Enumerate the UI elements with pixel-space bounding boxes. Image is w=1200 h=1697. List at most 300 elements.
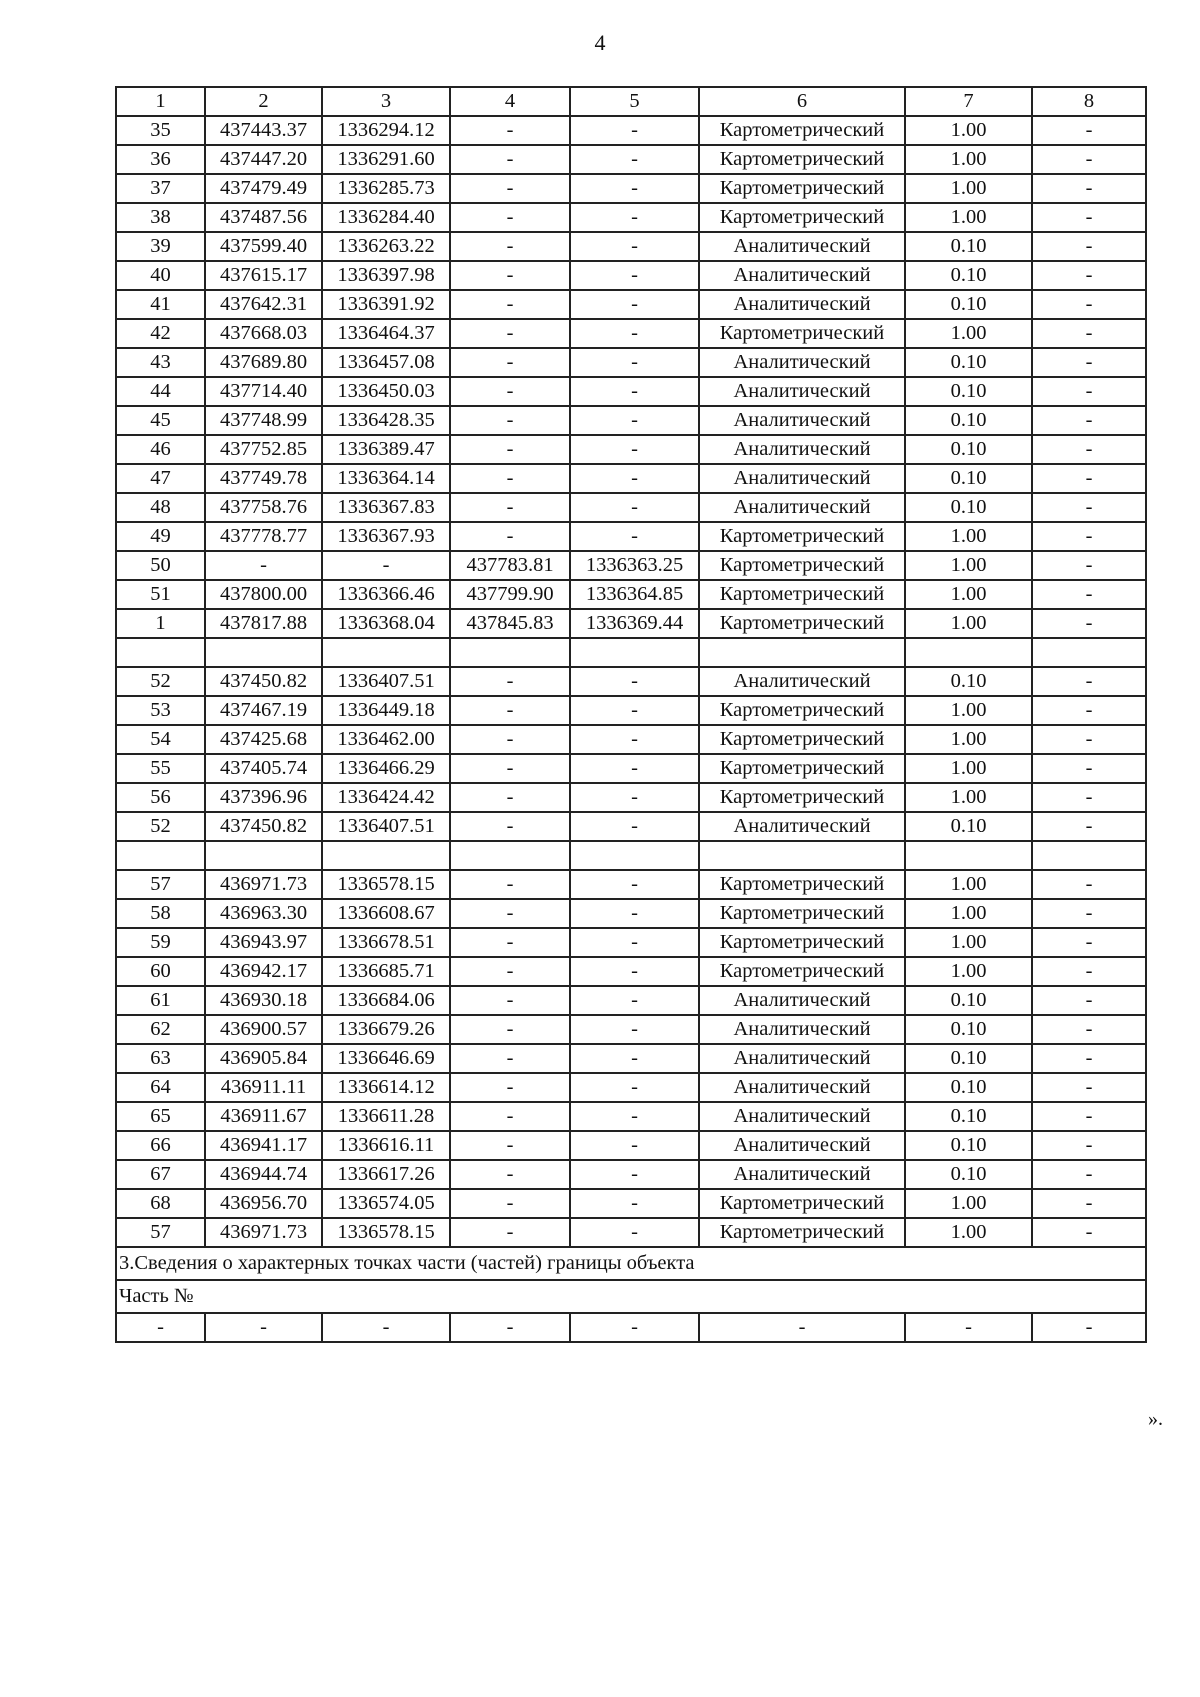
table-cell: Картометрический xyxy=(699,725,905,754)
table-cell: - xyxy=(570,406,699,435)
table-cell: - xyxy=(570,232,699,261)
table-cell: 48 xyxy=(116,493,205,522)
table-cell: 1336464.37 xyxy=(322,319,450,348)
table-cell: - xyxy=(570,435,699,464)
table-cell: 1.00 xyxy=(905,551,1032,580)
table-cell: 7 xyxy=(905,87,1032,116)
part-data-row xyxy=(116,1313,1146,1342)
table-cell: - xyxy=(322,1313,450,1342)
table-cell: 437447.20 xyxy=(205,145,322,174)
table-cell: 41 xyxy=(116,290,205,319)
table-cell: - xyxy=(450,1102,570,1131)
table-cell: Картометрический xyxy=(699,870,905,899)
table-cell: Картометрический xyxy=(699,203,905,232)
table-cell: - xyxy=(450,348,570,377)
table-cell: - xyxy=(450,319,570,348)
table-cell: Аналитический xyxy=(699,377,905,406)
table-cell: - xyxy=(450,1015,570,1044)
table-cell: 1336391.92 xyxy=(322,290,450,319)
table-cell: Картометрический xyxy=(699,116,905,145)
table-cell: 1.00 xyxy=(905,203,1032,232)
table-cell: 55 xyxy=(116,754,205,783)
table-row xyxy=(116,1218,1146,1247)
table-cell: 436944.74 xyxy=(205,1160,322,1189)
table-cell: 0.10 xyxy=(905,290,1032,319)
table-row xyxy=(116,174,1146,203)
boundary-points-table xyxy=(115,86,1147,1343)
table-cell xyxy=(699,841,905,870)
table-cell: 38 xyxy=(116,203,205,232)
table-cell: 1.00 xyxy=(905,609,1032,638)
table-cell: 0.10 xyxy=(905,406,1032,435)
table-cell: - xyxy=(1032,348,1146,377)
table-cell: 1336368.04 xyxy=(322,609,450,638)
table-cell: 1336389.47 xyxy=(322,435,450,464)
table-cell: - xyxy=(1032,1044,1146,1073)
table-cell: - xyxy=(570,1189,699,1218)
table-cell: 1336614.12 xyxy=(322,1073,450,1102)
table-cell: 1336294.12 xyxy=(322,116,450,145)
table-cell: 436963.30 xyxy=(205,899,322,928)
table-cell: - xyxy=(1032,406,1146,435)
table-cell: Аналитический xyxy=(699,1044,905,1073)
table-row xyxy=(116,319,1146,348)
table-cell: 437817.88 xyxy=(205,609,322,638)
table-cell: 1.00 xyxy=(905,725,1032,754)
table-cell: - xyxy=(1032,551,1146,580)
table-cell: - xyxy=(1032,1015,1146,1044)
table-cell: 1.00 xyxy=(905,174,1032,203)
table-cell: 51 xyxy=(116,580,205,609)
table-cell: 45 xyxy=(116,406,205,435)
table-cell: Картометрический xyxy=(699,609,905,638)
table-cell: 1.00 xyxy=(905,870,1032,899)
table-cell: 0.10 xyxy=(905,261,1032,290)
table-cell: - xyxy=(1032,1131,1146,1160)
table-cell: Аналитический xyxy=(699,232,905,261)
table-cell: - xyxy=(450,174,570,203)
table-cell: - xyxy=(1032,1189,1146,1218)
table-cell: - xyxy=(450,667,570,696)
table-cell: - xyxy=(1032,232,1146,261)
table-cell: 1336608.67 xyxy=(322,899,450,928)
table-cell: - xyxy=(1032,783,1146,812)
table-row xyxy=(116,812,1146,841)
table-cell: 1336466.29 xyxy=(322,754,450,783)
table-cell: 1336367.83 xyxy=(322,493,450,522)
table-cell: - xyxy=(450,1160,570,1189)
table-cell: - xyxy=(570,899,699,928)
table-cell: 6 xyxy=(699,87,905,116)
table-cell: - xyxy=(905,1313,1032,1342)
table-cell: - xyxy=(450,261,570,290)
table-cell: 437778.77 xyxy=(205,522,322,551)
table-row xyxy=(116,1189,1146,1218)
table-cell: 0.10 xyxy=(905,812,1032,841)
table-cell: - xyxy=(570,522,699,551)
table-cell: Картометрический xyxy=(699,551,905,580)
table-cell: 57 xyxy=(116,870,205,899)
table-cell: 1336457.08 xyxy=(322,348,450,377)
table-row xyxy=(116,522,1146,551)
table-cell: - xyxy=(450,957,570,986)
table-cell: - xyxy=(570,1218,699,1247)
table-cell: - xyxy=(450,899,570,928)
table-cell: Картометрический xyxy=(699,580,905,609)
table-cell: Аналитический xyxy=(699,493,905,522)
table-row xyxy=(116,870,1146,899)
table-cell: 40 xyxy=(116,261,205,290)
part-label-row xyxy=(116,1280,1146,1313)
table-cell: 437800.00 xyxy=(205,580,322,609)
table-cell: 1336284.40 xyxy=(322,203,450,232)
table-cell: 50 xyxy=(116,551,205,580)
table-cell: - xyxy=(116,1313,205,1342)
closing-quote-mark: ». xyxy=(1148,1408,1163,1430)
table-cell: - xyxy=(450,696,570,725)
table-cell xyxy=(450,638,570,667)
table-cell xyxy=(322,841,450,870)
table-cell: 1336285.73 xyxy=(322,174,450,203)
table-cell: - xyxy=(1032,1313,1146,1342)
table-cell: - xyxy=(570,783,699,812)
table-cell xyxy=(322,638,450,667)
table-cell: - xyxy=(450,493,570,522)
table-row xyxy=(116,464,1146,493)
table-cell: - xyxy=(450,928,570,957)
table-cell: 1 xyxy=(116,609,205,638)
table-cell: - xyxy=(570,377,699,406)
table-cell: 0.10 xyxy=(905,377,1032,406)
table-cell: Картометрический xyxy=(699,899,905,928)
table-cell: 8 xyxy=(1032,87,1146,116)
table-cell: - xyxy=(570,145,699,174)
table-row xyxy=(116,377,1146,406)
table-cell: 43 xyxy=(116,348,205,377)
table-cell: - xyxy=(450,1044,570,1073)
table-cell: 1336428.35 xyxy=(322,406,450,435)
table-cell: - xyxy=(570,1160,699,1189)
table-cell: 0.10 xyxy=(905,1131,1032,1160)
table-cell: 68 xyxy=(116,1189,205,1218)
table-cell: - xyxy=(1032,1160,1146,1189)
part-label: Часть № xyxy=(116,1280,1146,1313)
table-cell: - xyxy=(1032,203,1146,232)
table-cell xyxy=(116,638,205,667)
table-cell: - xyxy=(570,870,699,899)
table-cell: - xyxy=(570,261,699,290)
table-cell: 437450.82 xyxy=(205,667,322,696)
table-cell: - xyxy=(450,1189,570,1218)
table-cell: 63 xyxy=(116,1044,205,1073)
table-cell: - xyxy=(1032,493,1146,522)
table-cell: 1.00 xyxy=(905,580,1032,609)
table-cell: Картометрический xyxy=(699,174,905,203)
table-cell: 1336407.51 xyxy=(322,812,450,841)
table-cell: 46 xyxy=(116,435,205,464)
table-cell: 436930.18 xyxy=(205,986,322,1015)
table-cell: 0.10 xyxy=(905,1044,1032,1073)
table-cell: 436943.97 xyxy=(205,928,322,957)
table-cell: Аналитический xyxy=(699,1160,905,1189)
table-cell: 436911.67 xyxy=(205,1102,322,1131)
table-cell: 42 xyxy=(116,319,205,348)
table-cell: 49 xyxy=(116,522,205,551)
table-cell: - xyxy=(1032,928,1146,957)
section-title: 3.Сведения о характерных точках части (частей) границы объекта xyxy=(116,1247,1146,1280)
table-row xyxy=(116,754,1146,783)
table-row xyxy=(116,551,1146,580)
table-cell: 436941.17 xyxy=(205,1131,322,1160)
table-cell: - xyxy=(1032,696,1146,725)
table-cell: 35 xyxy=(116,116,205,145)
table-cell: 437752.85 xyxy=(205,435,322,464)
table-row xyxy=(116,1073,1146,1102)
table-cell: - xyxy=(570,725,699,754)
table-cell: 0.10 xyxy=(905,667,1032,696)
table-cell xyxy=(905,638,1032,667)
table-header-row xyxy=(116,87,1146,116)
table-cell: 437642.31 xyxy=(205,290,322,319)
table-cell: 67 xyxy=(116,1160,205,1189)
table-cell: 0.10 xyxy=(905,1015,1032,1044)
table-cell: - xyxy=(450,754,570,783)
table-cell: - xyxy=(1032,174,1146,203)
table-cell: 1.00 xyxy=(905,783,1032,812)
table-cell: 437443.37 xyxy=(205,116,322,145)
table-cell: - xyxy=(1032,870,1146,899)
table-cell xyxy=(570,638,699,667)
table-cell: 1336364.14 xyxy=(322,464,450,493)
table-row xyxy=(116,1015,1146,1044)
table-cell: - xyxy=(450,986,570,1015)
table-cell: 1336449.18 xyxy=(322,696,450,725)
table-cell: 1336684.06 xyxy=(322,986,450,1015)
table-cell: 437599.40 xyxy=(205,232,322,261)
table-cell: 436900.57 xyxy=(205,1015,322,1044)
table-cell: - xyxy=(1032,1073,1146,1102)
table-row xyxy=(116,435,1146,464)
table-cell: Картометрический xyxy=(699,928,905,957)
table-cell: 58 xyxy=(116,899,205,928)
table-cell: Аналитический xyxy=(699,406,905,435)
table-cell: - xyxy=(1032,319,1146,348)
table-row xyxy=(116,899,1146,928)
table-cell: - xyxy=(1032,116,1146,145)
table-cell: 437748.99 xyxy=(205,406,322,435)
table-cell: - xyxy=(450,290,570,319)
table-cell: 1336578.15 xyxy=(322,870,450,899)
table-row xyxy=(116,290,1146,319)
table-cell: 53 xyxy=(116,696,205,725)
table-cell: 437758.76 xyxy=(205,493,322,522)
table-cell: 0.10 xyxy=(905,1102,1032,1131)
table-row xyxy=(116,957,1146,986)
table-cell: Аналитический xyxy=(699,464,905,493)
table-cell: Аналитический xyxy=(699,348,905,377)
table-cell: 1.00 xyxy=(905,319,1032,348)
page-number: 4 xyxy=(594,30,606,55)
table-cell: - xyxy=(450,203,570,232)
table-cell: - xyxy=(570,493,699,522)
table-cell: - xyxy=(1032,812,1146,841)
table-row xyxy=(116,667,1146,696)
table-cell: Аналитический xyxy=(699,986,905,1015)
table-cell: 437615.17 xyxy=(205,261,322,290)
table-cell: 1.00 xyxy=(905,754,1032,783)
table-cell: 64 xyxy=(116,1073,205,1102)
table-cell: 437845.83 xyxy=(450,609,570,638)
table-cell: 1336611.28 xyxy=(322,1102,450,1131)
table-cell: - xyxy=(570,667,699,696)
table-cell xyxy=(205,841,322,870)
table-cell: 52 xyxy=(116,812,205,841)
table-cell: 1.00 xyxy=(905,1218,1032,1247)
table-cell: - xyxy=(1032,1218,1146,1247)
table-cell: 437450.82 xyxy=(205,812,322,841)
table-cell: - xyxy=(570,319,699,348)
table-cell: Аналитический xyxy=(699,1015,905,1044)
table-cell: 1336462.00 xyxy=(322,725,450,754)
table-cell: 4 xyxy=(450,87,570,116)
table-cell: 437487.56 xyxy=(205,203,322,232)
table-row xyxy=(116,1102,1146,1131)
table-cell: Картометрический xyxy=(699,145,905,174)
table-cell: - xyxy=(570,812,699,841)
table-cell: - xyxy=(570,957,699,986)
table-cell: 1336263.22 xyxy=(322,232,450,261)
table-cell: 1336369.44 xyxy=(570,609,699,638)
table-cell: 1.00 xyxy=(905,522,1032,551)
table-cell: 1336617.26 xyxy=(322,1160,450,1189)
table-row xyxy=(116,116,1146,145)
table-row xyxy=(116,406,1146,435)
table-cell: - xyxy=(1032,377,1146,406)
table-cell: - xyxy=(1032,667,1146,696)
table-cell: - xyxy=(570,928,699,957)
table-cell: Аналитический xyxy=(699,290,905,319)
table-row xyxy=(116,261,1146,290)
table-cell: 1336397.98 xyxy=(322,261,450,290)
table-cell: - xyxy=(570,203,699,232)
table-cell: 57 xyxy=(116,1218,205,1247)
table-cell: Картометрический xyxy=(699,696,905,725)
table-cell: 0.10 xyxy=(905,435,1032,464)
table-cell: - xyxy=(570,116,699,145)
table-cell: 62 xyxy=(116,1015,205,1044)
table-cell: Аналитический xyxy=(699,1073,905,1102)
table-cell: Картометрический xyxy=(699,783,905,812)
table-cell: 1336291.60 xyxy=(322,145,450,174)
table-cell: 56 xyxy=(116,783,205,812)
table-cell: - xyxy=(1032,725,1146,754)
table-cell: 60 xyxy=(116,957,205,986)
table-cell: 1336366.46 xyxy=(322,580,450,609)
table-cell: 1336367.93 xyxy=(322,522,450,551)
table-cell: 1.00 xyxy=(905,696,1032,725)
table-row xyxy=(116,145,1146,174)
table-cell: - xyxy=(699,1313,905,1342)
table-row xyxy=(116,725,1146,754)
table-cell: 1336678.51 xyxy=(322,928,450,957)
table-cell: - xyxy=(1032,609,1146,638)
table-cell: 437799.90 xyxy=(450,580,570,609)
table-cell xyxy=(205,638,322,667)
table-cell: - xyxy=(450,522,570,551)
table-cell: 0.10 xyxy=(905,493,1032,522)
table-cell: 1.00 xyxy=(905,145,1032,174)
table-cell: - xyxy=(570,754,699,783)
table-cell: 39 xyxy=(116,232,205,261)
table-cell: Аналитический xyxy=(699,1131,905,1160)
table-cell: 47 xyxy=(116,464,205,493)
table-row xyxy=(116,638,1146,667)
table-cell: - xyxy=(205,551,322,580)
table-cell: Картометрический xyxy=(699,957,905,986)
table-cell: 1336407.51 xyxy=(322,667,450,696)
table-cell: 0.10 xyxy=(905,986,1032,1015)
table-cell: - xyxy=(570,1073,699,1102)
table-cell: - xyxy=(1032,899,1146,928)
table-cell: - xyxy=(570,348,699,377)
table-cell: 437689.80 xyxy=(205,348,322,377)
table-cell: 0.10 xyxy=(905,1073,1032,1102)
table-cell: 61 xyxy=(116,986,205,1015)
table-cell: 437425.68 xyxy=(205,725,322,754)
table-cell: Картометрический xyxy=(699,1189,905,1218)
table-cell: 1336679.26 xyxy=(322,1015,450,1044)
table-cell: - xyxy=(450,464,570,493)
table-cell xyxy=(1032,638,1146,667)
table-cell: - xyxy=(570,1131,699,1160)
table-cell: 436971.73 xyxy=(205,870,322,899)
table-cell: - xyxy=(450,1073,570,1102)
table-cell: 437783.81 xyxy=(450,551,570,580)
table-cell xyxy=(116,841,205,870)
table-cell: 0.10 xyxy=(905,232,1032,261)
table-cell: - xyxy=(1032,986,1146,1015)
table-cell: - xyxy=(450,1131,570,1160)
table-cell: - xyxy=(450,1313,570,1342)
table-cell: 1336574.05 xyxy=(322,1189,450,1218)
table-cell: Аналитический xyxy=(699,1102,905,1131)
table-cell: 1336363.25 xyxy=(570,551,699,580)
table-row xyxy=(116,1044,1146,1073)
table-cell: 2 xyxy=(205,87,322,116)
table-cell: - xyxy=(570,696,699,725)
table-cell: - xyxy=(570,464,699,493)
table-cell: - xyxy=(450,406,570,435)
table-cell: - xyxy=(570,1044,699,1073)
table-cell: 66 xyxy=(116,1131,205,1160)
table-cell: Аналитический xyxy=(699,812,905,841)
table-row xyxy=(116,986,1146,1015)
table-cell: - xyxy=(570,290,699,319)
table-cell: 0.10 xyxy=(905,464,1032,493)
table-cell: 1.00 xyxy=(905,928,1032,957)
table-cell: Аналитический xyxy=(699,667,905,696)
table-cell: 1336685.71 xyxy=(322,957,450,986)
table-cell: 1.00 xyxy=(905,1189,1032,1218)
table-cell: - xyxy=(1032,1102,1146,1131)
table-cell: Аналитический xyxy=(699,435,905,464)
table-row xyxy=(116,348,1146,377)
table-cell: 52 xyxy=(116,667,205,696)
table-cell: Картометрический xyxy=(699,754,905,783)
table-cell: - xyxy=(570,986,699,1015)
table-cell: 1.00 xyxy=(905,957,1032,986)
table-cell: - xyxy=(570,174,699,203)
